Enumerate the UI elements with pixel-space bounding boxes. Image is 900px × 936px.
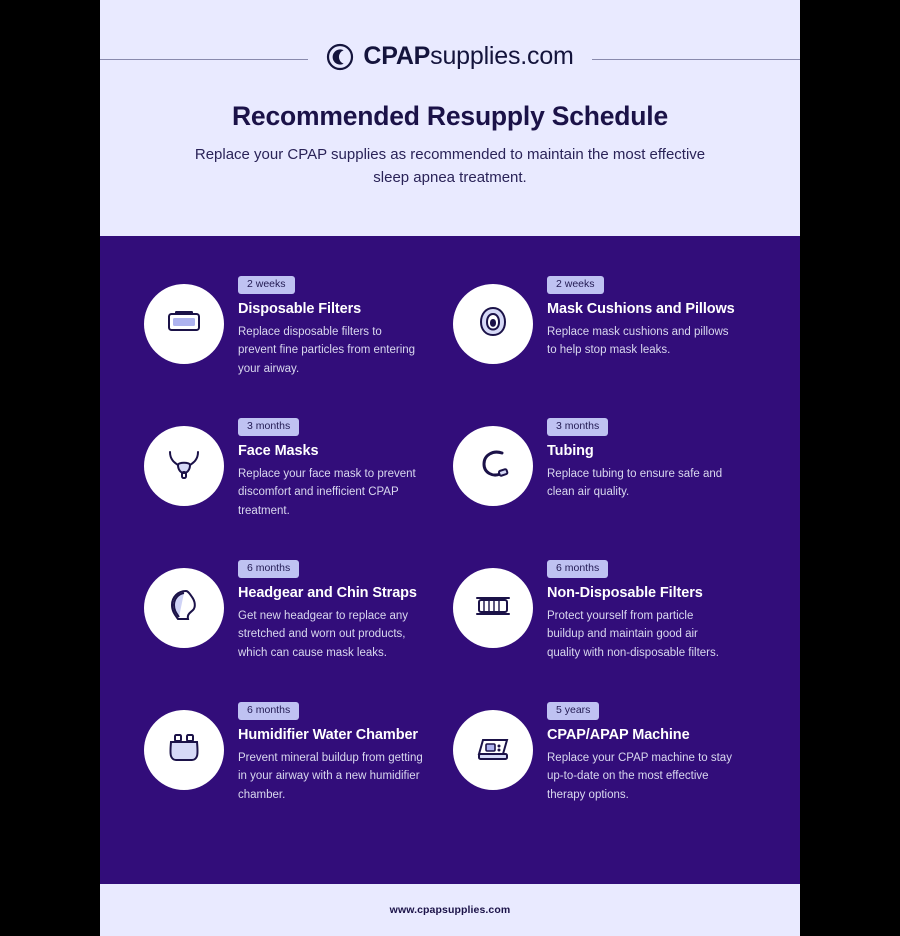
headgear-icon [162, 584, 206, 633]
item-title: Disposable Filters [238, 300, 362, 317]
schedule-item [453, 556, 756, 698]
schedule-item [144, 272, 447, 414]
schedule-item [453, 698, 756, 840]
item-title: Face Masks [238, 442, 319, 459]
icon-badge [453, 284, 533, 364]
item-description: Replace your face mask to prevent discomfort and inefficient CPAP treatment. [238, 467, 416, 517]
brand-logo[interactable] [312, 42, 587, 71]
item-title: Humidifier Water Chamber [238, 726, 418, 743]
status-badge: 3 months [547, 418, 608, 436]
brand-name-bold: CPAP [363, 42, 431, 70]
icon-badge [144, 710, 224, 790]
item-description: Get new headgear to replace any stretched and worn out products, which can cause mask leaks. [238, 609, 409, 659]
status-badge: 5 years [547, 702, 599, 720]
item-description: Replace disposable filters to prevent fine particles from entering your airway. [238, 325, 416, 375]
item-description: Replace mask cushions and pillows to help stop mask leaks. [547, 325, 729, 357]
item-text [238, 556, 447, 663]
moon-circle-icon [326, 43, 354, 71]
schedule-grid [100, 272, 800, 840]
face-mask-icon [162, 442, 206, 491]
header [100, 0, 800, 236]
schedule-item [144, 698, 447, 840]
infographic-sheet [100, 0, 800, 916]
logo-row [100, 0, 800, 71]
item-description: Protect yourself from particle buildup and maintain good air quality with non-disposable filters. [547, 609, 719, 659]
icon-badge [453, 710, 533, 790]
page-title: Recommended Resupply Schedule [232, 101, 668, 131]
non-disposable-filter-icon [471, 584, 515, 633]
status-badge: 2 weeks [238, 276, 295, 294]
logo-divider-left [100, 59, 308, 60]
brand-name [363, 42, 573, 71]
icon-badge [144, 426, 224, 506]
item-text [547, 698, 756, 805]
schedule-item [453, 272, 756, 414]
cpap-machine-icon [471, 726, 515, 775]
humidifier-chamber-icon [162, 726, 206, 775]
item-description: Replace your CPAP machine to stay up-to-date on the most effective therapy options. [547, 751, 732, 801]
status-badge: 6 months [238, 702, 299, 720]
item-text [547, 414, 756, 502]
item-title: CPAP/APAP Machine [547, 726, 690, 743]
item-title: Tubing [547, 442, 594, 459]
item-text [238, 698, 447, 805]
item-description: Prevent mineral buildup from getting in your airway with a new humidifier chamber. [238, 751, 423, 801]
schedule-item [144, 414, 447, 556]
icon-badge [144, 284, 224, 364]
footer [100, 884, 800, 936]
schedule-item [144, 556, 447, 698]
status-badge: 2 weeks [547, 276, 604, 294]
icon-badge [453, 568, 533, 648]
icon-badge [453, 426, 533, 506]
page-subtitle: Replace your CPAP supplies as recommended to maintain the most effective sleep apnea treatment. [194, 146, 706, 186]
item-text [238, 414, 447, 521]
status-badge: 6 months [238, 560, 299, 578]
tubing-icon [471, 442, 515, 491]
item-title: Non-Disposable Filters [547, 584, 703, 601]
item-text [547, 556, 756, 663]
item-title: Mask Cushions and Pillows [547, 300, 735, 317]
footer-url[interactable]: www.cpapsupplies.com [389, 904, 511, 916]
item-title: Headgear and Chin Straps [238, 584, 417, 601]
brand-name-light: supplies.com [430, 42, 574, 70]
disposable-filter-icon [162, 300, 206, 349]
status-badge: 6 months [547, 560, 608, 578]
icon-badge [144, 568, 224, 648]
status-badge: 3 months [238, 418, 299, 436]
mask-cushion-icon [471, 300, 515, 349]
schedule-item [453, 414, 756, 556]
item-text [547, 272, 756, 360]
logo-divider-right [592, 59, 800, 60]
schedule-body [100, 236, 800, 884]
item-text [238, 272, 447, 379]
item-description: Replace tubing to ensure safe and clean air quality. [547, 467, 723, 499]
